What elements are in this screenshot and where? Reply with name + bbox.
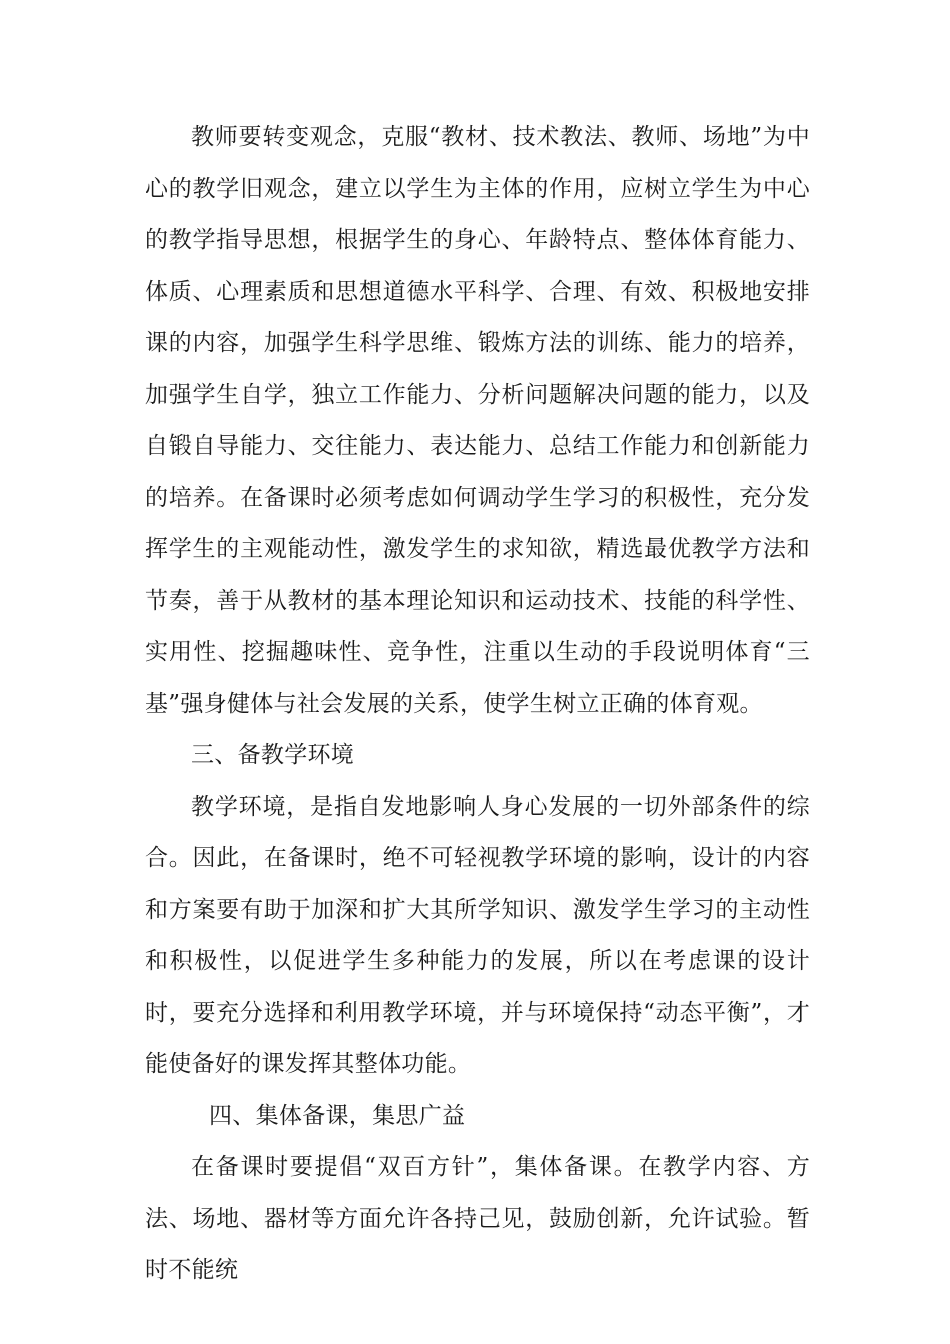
paragraph-teaching-environment: 教学环境，是指自发地影响人身心发展的一切外部条件的综合。因此，在备课时，绝不可轻视教学环境的影响，设计的内容和方案要有助于加深和扩大其所学知识、激发学生学习的主动性和积极性，以促进学生多种能力的发展，所以在考虑课的设计时，要充分选择和利用教学环境，并与环境保持“动态平衡”，才能使备好的课发挥其整体功能。 — [145, 793, 810, 1077]
section-heading-teaching-environment: 三、备教学环境 — [191, 742, 355, 768]
document-body — [145, 112, 810, 1297]
section-heading-collective-preparation: 四、集体备课，集思广益 — [209, 1102, 466, 1129]
paragraph-teaching-philosophy: 教师要转变观念，克服“教材、技术教法、教师、场地”为中心的教学旧观念，建立以学生为主体的作用，应树立学生为中心的教学指导思想，根据学生的身心、年龄特点、整体体育能力、体质、心理素质和思想道德水平科学、合理、有效、积极地安排课的内容，加强学生科学思维、锻炼方法的训练、能力的培养，加强学生自学，独立工作能力、分析问题解决问题的能力，以及自锻自导能力、交往能力、表达能力、总结工作能力和创新能力的培养。在备课时必须考虑如何调动学生学习的积极性，充分发挥学生的主观能动性，激发学生的求知欲，精选最优教学方法和节奏，善于从教材的基本理论知识和运动技术、技能的科学性、实用性、挖掘趣味性、竞争性，注重以生动的手段说明体育“三基”强身健体与社会发展的关系，使学生树立正确的体育观。 — [145, 124, 810, 717]
paragraph-collective-preparation: 在备课时要提倡“双百方针”，集体备课。在教学内容、方法、场地、器材等方面允许各持己见，鼓励创新，允许试验。暂时不能统 — [145, 1154, 810, 1283]
